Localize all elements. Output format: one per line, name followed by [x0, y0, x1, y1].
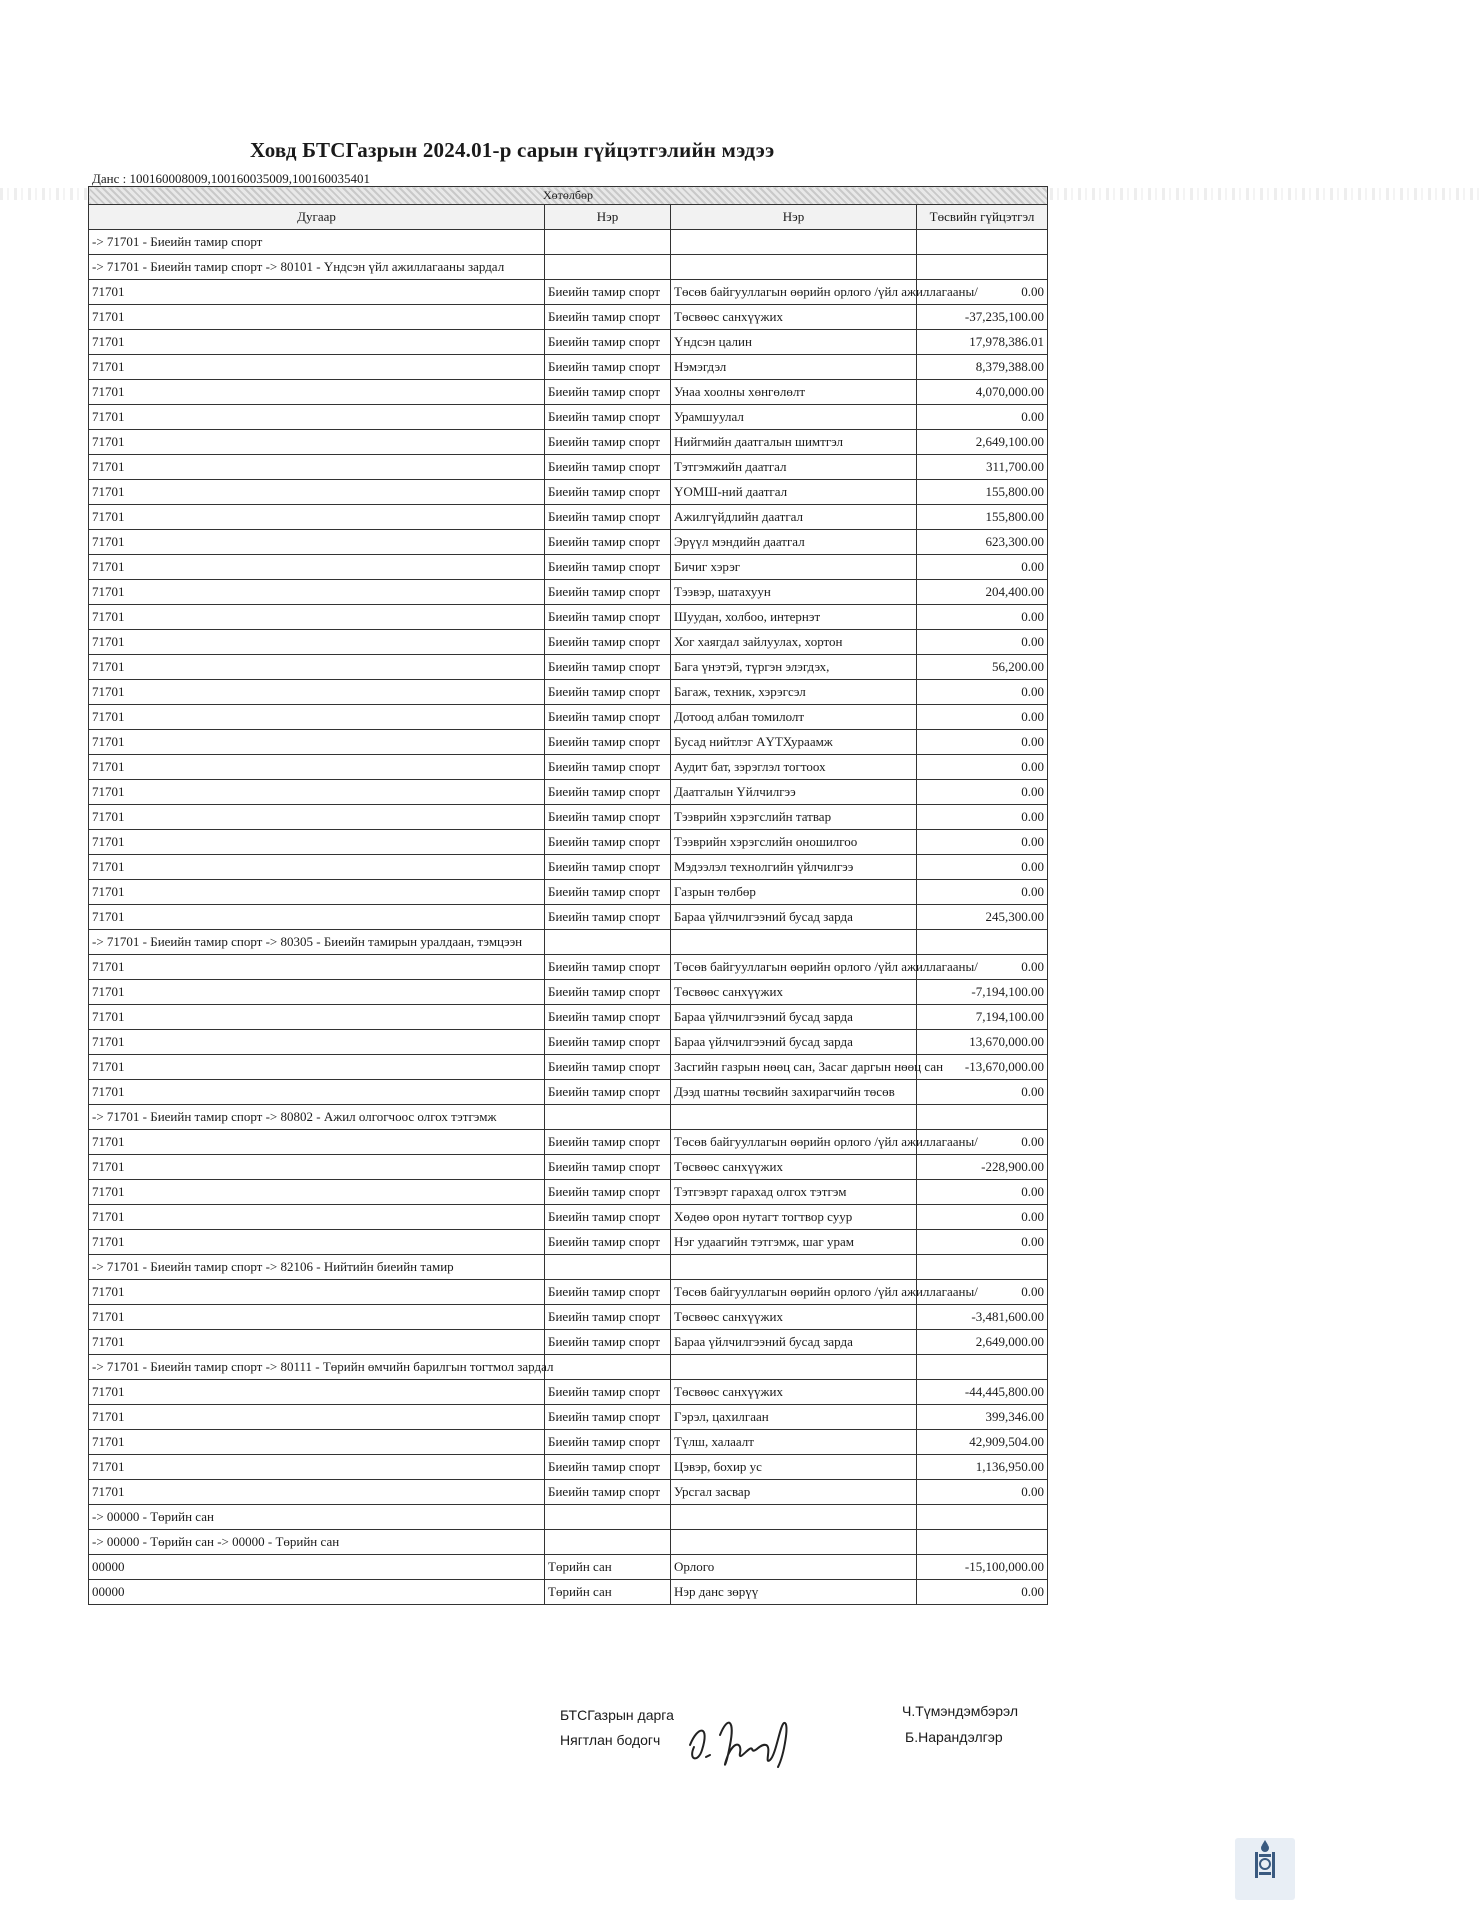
- cell-item: Багаж, техник, хэрэгсэл: [671, 680, 917, 705]
- cell-code: 00000: [89, 1580, 545, 1605]
- group-label: -> 71701 - Биеийн тамир спорт: [89, 230, 545, 255]
- cell-item: Төсөв байгууллагын өөрийн орлого /үйл ажиллагааны/: [671, 280, 917, 305]
- table-row: [89, 1180, 1048, 1205]
- account-line: Данс : 100160008009,100160035009,100160035401: [92, 171, 370, 186]
- cell-amount: 17,978,386.01: [917, 330, 1048, 355]
- cell-code: 71701: [89, 605, 545, 630]
- cell-name: Биеийн тамир спорт: [545, 555, 671, 580]
- table-row: [89, 1455, 1048, 1480]
- group-row: [89, 230, 1048, 255]
- cell-amount: 0.00: [917, 730, 1048, 755]
- cell-item: Бараа үйлчилгээний бусад зарда: [671, 1330, 917, 1355]
- cell-code: 71701: [89, 630, 545, 655]
- cell-name: Биеийн тамир спорт: [545, 1080, 671, 1105]
- table-row: [89, 455, 1048, 480]
- cell-name: Биеийн тамир спорт: [545, 1030, 671, 1055]
- empty-cell: [545, 1105, 671, 1130]
- cell-amount: 4,070,000.00: [917, 380, 1048, 405]
- cell-item: Тэтгэмжийн даатгал: [671, 455, 917, 480]
- table-row: [89, 1555, 1048, 1580]
- empty-cell: [671, 1530, 917, 1555]
- cell-amount: -7,194,100.00: [917, 980, 1048, 1005]
- cell-item: Төсвөөс санхүүжих: [671, 1380, 917, 1405]
- empty-cell: [671, 1505, 917, 1530]
- group-row: [89, 1355, 1048, 1380]
- table-row: [89, 1155, 1048, 1180]
- table-row: [89, 605, 1048, 630]
- cell-code: 71701: [89, 1405, 545, 1430]
- cell-code: 71701: [89, 755, 545, 780]
- empty-cell: [917, 230, 1048, 255]
- table-row: [89, 1580, 1048, 1605]
- empty-cell: [545, 1530, 671, 1555]
- cell-amount: 0.00: [917, 1080, 1048, 1105]
- cell-code: 71701: [89, 1080, 545, 1105]
- cell-name: Биеийн тамир спорт: [545, 1330, 671, 1355]
- cell-name: Төрийн сан: [545, 1555, 671, 1580]
- table-row: [89, 1405, 1048, 1430]
- cell-item: Засгийн газрын нөөц сан, Засаг даргын нөөц сан: [671, 1055, 917, 1080]
- cell-amount: 0.00: [917, 805, 1048, 830]
- cell-name: Биеийн тамир спорт: [545, 1280, 671, 1305]
- cell-code: 71701: [89, 1205, 545, 1230]
- table-row: [89, 755, 1048, 780]
- cell-name: Биеийн тамир спорт: [545, 505, 671, 530]
- cell-code: 71701: [89, 730, 545, 755]
- cell-name: Биеийн тамир спорт: [545, 630, 671, 655]
- cell-name: Биеийн тамир спорт: [545, 680, 671, 705]
- group-label: -> 71701 - Биеийн тамир спорт -> 80111 - Төрийн өмчийн барилгын тогтмол зардал: [89, 1355, 545, 1380]
- empty-cell: [917, 255, 1048, 280]
- table-row: [89, 655, 1048, 680]
- table-row: [89, 980, 1048, 1005]
- cell-name: Биеийн тамир спорт: [545, 1430, 671, 1455]
- cell-amount: 8,379,388.00: [917, 355, 1048, 380]
- cell-amount: 311,700.00: [917, 455, 1048, 480]
- cell-code: 00000: [89, 1555, 545, 1580]
- cell-amount: 0.00: [917, 705, 1048, 730]
- signature-role-head: БТСГазрын дарга: [560, 1707, 674, 1723]
- cell-code: 71701: [89, 330, 545, 355]
- cell-name: Биеийн тамир спорт: [545, 880, 671, 905]
- table-row: [89, 680, 1048, 705]
- table-row: [89, 330, 1048, 355]
- cell-amount: -44,445,800.00: [917, 1380, 1048, 1405]
- empty-cell: [917, 1255, 1048, 1280]
- cell-code: 71701: [89, 680, 545, 705]
- empty-cell: [917, 930, 1048, 955]
- signature-name-accountant: Б.Нарандэлгэр: [905, 1729, 1003, 1745]
- cell-code: 71701: [89, 1280, 545, 1305]
- cell-code: 71701: [89, 705, 545, 730]
- signature-role-accountant: Нягтлан бодогч: [560, 1732, 661, 1748]
- cell-item: Нэг удаагийн тэтгэмж, шаг урам: [671, 1230, 917, 1255]
- cell-item: ҮОМШ-ний даатгал: [671, 480, 917, 505]
- cell-name: Биеийн тамир спорт: [545, 805, 671, 830]
- table-row: [89, 280, 1048, 305]
- cell-code: 71701: [89, 505, 545, 530]
- cell-amount: 42,909,504.00: [917, 1430, 1048, 1455]
- cell-code: 71701: [89, 830, 545, 855]
- header-name: Нэр: [545, 205, 671, 230]
- table-row: [89, 855, 1048, 880]
- cell-code: 71701: [89, 530, 545, 555]
- cell-item: Төсвөөс санхүүжих: [671, 305, 917, 330]
- empty-cell: [671, 230, 917, 255]
- cell-name: Биеийн тамир спорт: [545, 330, 671, 355]
- cell-item: Бараа үйлчилгээний бусад зарда: [671, 905, 917, 930]
- cell-amount: -3,481,600.00: [917, 1305, 1048, 1330]
- government-seal-logo: [1235, 1838, 1295, 1900]
- cell-code: 71701: [89, 1380, 545, 1405]
- cell-code: 71701: [89, 1155, 545, 1180]
- empty-cell: [671, 1105, 917, 1130]
- cell-name: Биеийн тамир спорт: [545, 380, 671, 405]
- cell-item: Даатгалын Үйлчилгээ: [671, 780, 917, 805]
- cell-code: 71701: [89, 405, 545, 430]
- cell-amount: 245,300.00: [917, 905, 1048, 930]
- header-amount: Төсвийн гүйцэтгэл: [917, 205, 1048, 230]
- cell-name: Биеийн тамир спорт: [545, 1205, 671, 1230]
- cell-item: Төсвөөс санхүүжих: [671, 1305, 917, 1330]
- cell-name: Биеийн тамир спорт: [545, 1180, 671, 1205]
- cell-name: Биеийн тамир спорт: [545, 355, 671, 380]
- cell-code: 71701: [89, 1230, 545, 1255]
- cell-item: Ажилгүйдлийн даатгал: [671, 505, 917, 530]
- cell-amount: 0.00: [917, 955, 1048, 980]
- table-row: [89, 905, 1048, 930]
- cell-amount: -15,100,000.00: [917, 1555, 1048, 1580]
- cell-code: 71701: [89, 1305, 545, 1330]
- cell-item: Бага үнэтэй, түргэн элэгдэх,: [671, 655, 917, 680]
- cell-code: 71701: [89, 305, 545, 330]
- cell-name: Биеийн тамир спорт: [545, 1380, 671, 1405]
- table-row: [89, 880, 1048, 905]
- table-row: [89, 1205, 1048, 1230]
- cell-name: Биеийн тамир спорт: [545, 855, 671, 880]
- table-body: [89, 230, 1048, 1605]
- group-label: -> 71701 - Биеийн тамир спорт -> 80101 - Үндсэн үйл ажиллагааны зардал: [89, 255, 545, 280]
- cell-item: Урамшуулал: [671, 405, 917, 430]
- cell-item: Шуудан, холбоо, интернэт: [671, 605, 917, 630]
- table-row: [89, 555, 1048, 580]
- soyombo-emblem-icon: [1235, 1838, 1295, 1884]
- cell-amount: 7,194,100.00: [917, 1005, 1048, 1030]
- cell-amount: 13,670,000.00: [917, 1030, 1048, 1055]
- cell-code: 71701: [89, 1330, 545, 1355]
- cell-item: Төсөв байгууллагын өөрийн орлого /үйл ажиллагааны/: [671, 1130, 917, 1155]
- table-row: [89, 505, 1048, 530]
- empty-cell: [917, 1105, 1048, 1130]
- cell-name: Биеийн тамир спорт: [545, 405, 671, 430]
- cell-name: Биеийн тамир спорт: [545, 530, 671, 555]
- cell-item: Эрүүл мэндийн даатгал: [671, 530, 917, 555]
- group-row: [89, 1105, 1048, 1130]
- table-row: [89, 380, 1048, 405]
- cell-name: Биеийн тамир спорт: [545, 1130, 671, 1155]
- cell-item: Нэмэгдэл: [671, 355, 917, 380]
- cell-item: Төсвөөс санхүүжих: [671, 980, 917, 1005]
- cell-item: Тээвэр, шатахуун: [671, 580, 917, 605]
- table-row: [89, 630, 1048, 655]
- signature-name-head: Ч.Түмэндэмбэрэл: [902, 1703, 1019, 1719]
- empty-cell: [917, 1530, 1048, 1555]
- table-row: [89, 955, 1048, 980]
- cell-code: 71701: [89, 1480, 545, 1505]
- group-row: [89, 255, 1048, 280]
- cell-amount: 0.00: [917, 830, 1048, 855]
- cell-name: Биеийн тамир спорт: [545, 1305, 671, 1330]
- cell-amount: 0.00: [917, 1480, 1048, 1505]
- cell-code: 71701: [89, 880, 545, 905]
- cell-name: Биеийн тамир спорт: [545, 1155, 671, 1180]
- group-label: -> 00000 - Төрийн сан: [89, 1505, 545, 1530]
- cell-code: 71701: [89, 905, 545, 930]
- empty-cell: [917, 1505, 1048, 1530]
- cell-code: 71701: [89, 380, 545, 405]
- cell-name: Биеийн тамир спорт: [545, 455, 671, 480]
- cell-code: 71701: [89, 1005, 545, 1030]
- empty-cell: [545, 1355, 671, 1380]
- cell-code: 71701: [89, 455, 545, 480]
- cell-amount: -37,235,100.00: [917, 305, 1048, 330]
- cell-item: Бусад нийтлэг АҮТХураамж: [671, 730, 917, 755]
- cell-amount: 1,136,950.00: [917, 1455, 1048, 1480]
- cell-code: 71701: [89, 1130, 545, 1155]
- cell-amount: 0.00: [917, 1130, 1048, 1155]
- cell-name: Биеийн тамир спорт: [545, 605, 671, 630]
- cell-name: Биеийн тамир спорт: [545, 1230, 671, 1255]
- cell-item: Төсвөөс санхүүжих: [671, 1155, 917, 1180]
- table-row: [89, 580, 1048, 605]
- cell-code: 71701: [89, 780, 545, 805]
- cell-name: Биеийн тамир спорт: [545, 905, 671, 930]
- table-row: [89, 1280, 1048, 1305]
- cell-item: Мэдээлэл технолгийн үйлчилгээ: [671, 855, 917, 880]
- cell-name: Биеийн тамир спорт: [545, 1405, 671, 1430]
- cell-code: 71701: [89, 555, 545, 580]
- cell-name: Биеийн тамир спорт: [545, 1480, 671, 1505]
- empty-cell: [671, 255, 917, 280]
- cell-code: 71701: [89, 980, 545, 1005]
- cell-name: Биеийн тамир спорт: [545, 955, 671, 980]
- empty-cell: [671, 1355, 917, 1380]
- table-row: [89, 530, 1048, 555]
- cell-name: Биеийн тамир спорт: [545, 1005, 671, 1030]
- cell-name: Биеийн тамир спорт: [545, 655, 671, 680]
- table-row: [89, 430, 1048, 455]
- empty-cell: [917, 1355, 1048, 1380]
- cell-code: 71701: [89, 1430, 545, 1455]
- cell-code: 71701: [89, 355, 545, 380]
- cell-amount: 0.00: [917, 405, 1048, 430]
- page-title: Ховд БТСГазрын 2024.01-р сарын гүйцэтгэлийн мэдээ: [250, 138, 775, 162]
- cell-item: Унаа хоолны хөнгөлөлт: [671, 380, 917, 405]
- cell-code: 71701: [89, 1055, 545, 1080]
- cell-name: Биеийн тамир спорт: [545, 730, 671, 755]
- cell-item: Бараа үйлчилгээний бусад зарда: [671, 1005, 917, 1030]
- cell-code: 71701: [89, 955, 545, 980]
- cell-amount: 0.00: [917, 780, 1048, 805]
- table-row: [89, 405, 1048, 430]
- header-row: [89, 205, 1048, 230]
- cell-name: Биеийн тамир спорт: [545, 1055, 671, 1080]
- cell-amount: 0.00: [917, 880, 1048, 905]
- group-row: [89, 1505, 1048, 1530]
- cell-code: 71701: [89, 855, 545, 880]
- group-label: -> 71701 - Биеийн тамир спорт -> 82106 - Нийтийн биеийн тамир: [89, 1255, 545, 1280]
- cell-item: Дээд шатны төсвийн захирагчийн төсөв: [671, 1080, 917, 1105]
- cell-amount: 204,400.00: [917, 580, 1048, 605]
- table-row: [89, 1130, 1048, 1155]
- table-row: [89, 1430, 1048, 1455]
- cell-name: Биеийн тамир спорт: [545, 1455, 671, 1480]
- cell-amount: -228,900.00: [917, 1155, 1048, 1180]
- empty-cell: [671, 1255, 917, 1280]
- cell-item: Төсөв байгууллагын өөрийн орлого /үйл ажиллагааны/: [671, 955, 917, 980]
- table-row: [89, 355, 1048, 380]
- cell-amount: 2,649,100.00: [917, 430, 1048, 455]
- cell-amount: 0.00: [917, 680, 1048, 705]
- header-code: Дугаар: [89, 205, 545, 230]
- cell-item: Нийгмийн даатгалын шимтгэл: [671, 430, 917, 455]
- cell-item: Урсгал засвар: [671, 1480, 917, 1505]
- table-row: [89, 305, 1048, 330]
- table-row: [89, 1055, 1048, 1080]
- table-row: [89, 480, 1048, 505]
- table-row: [89, 1480, 1048, 1505]
- cell-code: 71701: [89, 1455, 545, 1480]
- cell-item: Газрын төлбөр: [671, 880, 917, 905]
- cell-code: 71701: [89, 1030, 545, 1055]
- table-row: [89, 1305, 1048, 1330]
- report-table: [88, 186, 1048, 1605]
- group-label: -> 71701 - Биеийн тамир спорт -> 80802 - Ажил олгогчоос олгох тэтгэмж: [89, 1105, 545, 1130]
- cell-item: Нэр данс зөрүү: [671, 1580, 917, 1605]
- cell-amount: 0.00: [917, 1205, 1048, 1230]
- cell-name: Төрийн сан: [545, 1580, 671, 1605]
- cell-amount: 0.00: [917, 280, 1048, 305]
- cell-amount: 0.00: [917, 605, 1048, 630]
- cell-amount: 56,200.00: [917, 655, 1048, 680]
- cell-amount: 155,800.00: [917, 505, 1048, 530]
- cell-code: 71701: [89, 430, 545, 455]
- group-row: [89, 1255, 1048, 1280]
- cell-item: Бараа үйлчилгээний бусад зарда: [671, 1030, 917, 1055]
- empty-cell: [545, 255, 671, 280]
- table-row: [89, 1230, 1048, 1255]
- header-item: Нэр: [671, 205, 917, 230]
- table-row: [89, 1005, 1048, 1030]
- cell-name: Биеийн тамир спорт: [545, 280, 671, 305]
- cell-code: 71701: [89, 580, 545, 605]
- group-row: [89, 1530, 1048, 1555]
- cell-code: 71701: [89, 280, 545, 305]
- group-row: [89, 930, 1048, 955]
- cell-code: 71701: [89, 1180, 545, 1205]
- table-row: [89, 805, 1048, 830]
- cell-name: Биеийн тамир спорт: [545, 305, 671, 330]
- cell-name: Биеийн тамир спорт: [545, 780, 671, 805]
- cell-name: Биеийн тамир спорт: [545, 705, 671, 730]
- group-label: -> 00000 - Төрийн сан -> 00000 - Төрийн сан: [89, 1530, 545, 1555]
- empty-cell: [545, 230, 671, 255]
- cell-amount: 0.00: [917, 755, 1048, 780]
- cell-name: Биеийн тамир спорт: [545, 580, 671, 605]
- group-label: -> 71701 - Биеийн тамир спорт -> 80305 - Биеийн тамирын уралдаан, тэмцээн: [89, 930, 545, 955]
- cell-amount: 0.00: [917, 855, 1048, 880]
- cell-item: Орлого: [671, 1555, 917, 1580]
- super-header: Хөтөлбөр: [89, 187, 1048, 205]
- cell-amount: 0.00: [917, 630, 1048, 655]
- cell-item: Түлш, халаалт: [671, 1430, 917, 1455]
- cell-item: Үндсэн цалин: [671, 330, 917, 355]
- cell-amount: 0.00: [917, 1180, 1048, 1205]
- table-row: [89, 1030, 1048, 1055]
- cell-item: Тээврийн хэрэгслийн татвар: [671, 805, 917, 830]
- table-row: [89, 705, 1048, 730]
- cell-amount: 0.00: [917, 1230, 1048, 1255]
- cell-amount: 0.00: [917, 1280, 1048, 1305]
- cell-amount: 0.00: [917, 555, 1048, 580]
- cell-item: Цэвэр, бохир ус: [671, 1455, 917, 1480]
- cell-name: Биеийн тамир спорт: [545, 755, 671, 780]
- table-row: [89, 1080, 1048, 1105]
- cell-amount: -13,670,000.00: [917, 1055, 1048, 1080]
- empty-cell: [545, 930, 671, 955]
- empty-cell: [671, 930, 917, 955]
- cell-name: Биеийн тамир спорт: [545, 480, 671, 505]
- cell-item: Хөдөө орон нутагт тогтвор суур: [671, 1205, 917, 1230]
- cell-amount: 623,300.00: [917, 530, 1048, 555]
- table-row: [89, 830, 1048, 855]
- cell-name: Биеийн тамир спорт: [545, 430, 671, 455]
- table-row: [89, 1380, 1048, 1405]
- cell-item: Дотоод албан томилолт: [671, 705, 917, 730]
- super-header-row: [89, 187, 1048, 205]
- cell-item: Хог хаягдал зайлуулах, хортон: [671, 630, 917, 655]
- table-row: [89, 780, 1048, 805]
- cell-item: Бичиг хэрэг: [671, 555, 917, 580]
- cell-code: 71701: [89, 805, 545, 830]
- cell-code: 71701: [89, 480, 545, 505]
- cell-amount: 0.00: [917, 1580, 1048, 1605]
- empty-cell: [545, 1505, 671, 1530]
- cell-item: Тэтгэвэрт гарахад олгох тэтгэм: [671, 1180, 917, 1205]
- cell-amount: 2,649,000.00: [917, 1330, 1048, 1355]
- cell-amount: 399,346.00: [917, 1405, 1048, 1430]
- cell-item: Гэрэл, цахилгаан: [671, 1405, 917, 1430]
- cell-item: Төсөв байгууллагын өөрийн орлого /үйл ажиллагааны/: [671, 1280, 917, 1305]
- cell-item: Тээврийн хэрэгслийн оношилгоо: [671, 830, 917, 855]
- cell-code: 71701: [89, 655, 545, 680]
- table-row: [89, 730, 1048, 755]
- empty-cell: [545, 1255, 671, 1280]
- table-row: [89, 1330, 1048, 1355]
- cell-amount: 155,800.00: [917, 480, 1048, 505]
- handwritten-signature: [680, 1705, 810, 1775]
- cell-name: Биеийн тамир спорт: [545, 830, 671, 855]
- cell-item: Аудит бат, зэрэглэл тогтоох: [671, 755, 917, 780]
- cell-name: Биеийн тамир спорт: [545, 980, 671, 1005]
